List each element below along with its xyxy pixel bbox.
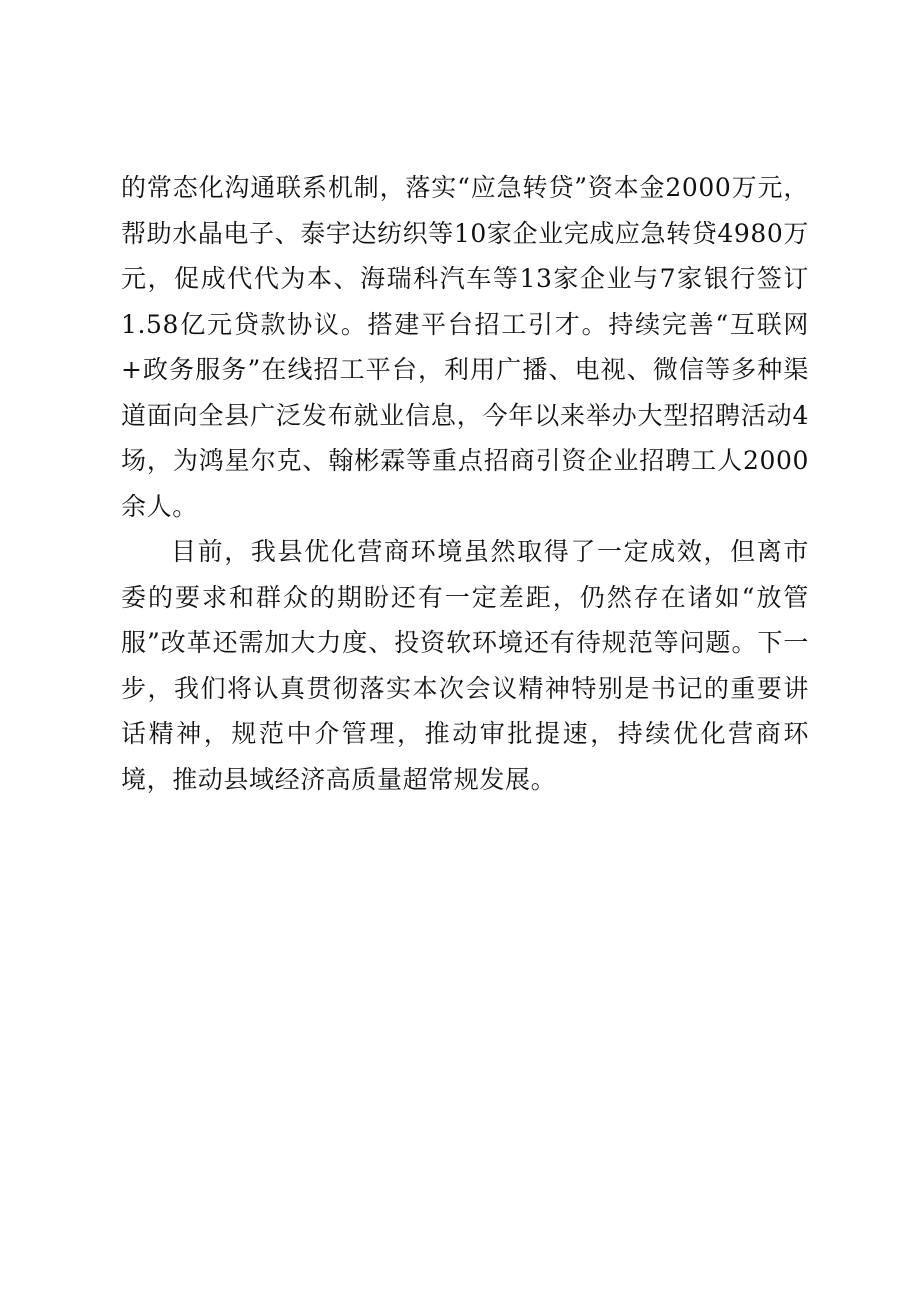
document-body [121, 165, 809, 802]
paragraph-2: 目前，我县优化营商环境虽然取得了一定成效，但离市委的要求和群众的期盼还有一定差距，仍然存在诸如“放管服”改革还需加大力度、投资软环境还有待规范等问题。下一步，我们将认真贯彻落实本次会议精神特别是书记的重要讲话精神，规范中介管理，推动审批提速，持续优化营商环境，推动县域经济高质量超常规发展。 [121, 537, 809, 794]
paragraph-1: 的常态化沟通联系机制，落实“应急转贷”资本金2000万元，帮助水晶电子、泰宇达纺织等10家企业完成应急转贷4980万元，促成代代为本、海瑞科汽车等13家企业与7家银行签订1.58亿元贷款协议。搭建平台招工引才。持续完善“互联网+政务服务”在线招工平台，利用广播、电视、微信等多种渠道面向全县广泛发布就业信息，今年以来举办大型招聘活动4场，为鸿星尔克、翰彬霖等重点招商引资企业招聘工人2000余人。 [121, 173, 809, 521]
